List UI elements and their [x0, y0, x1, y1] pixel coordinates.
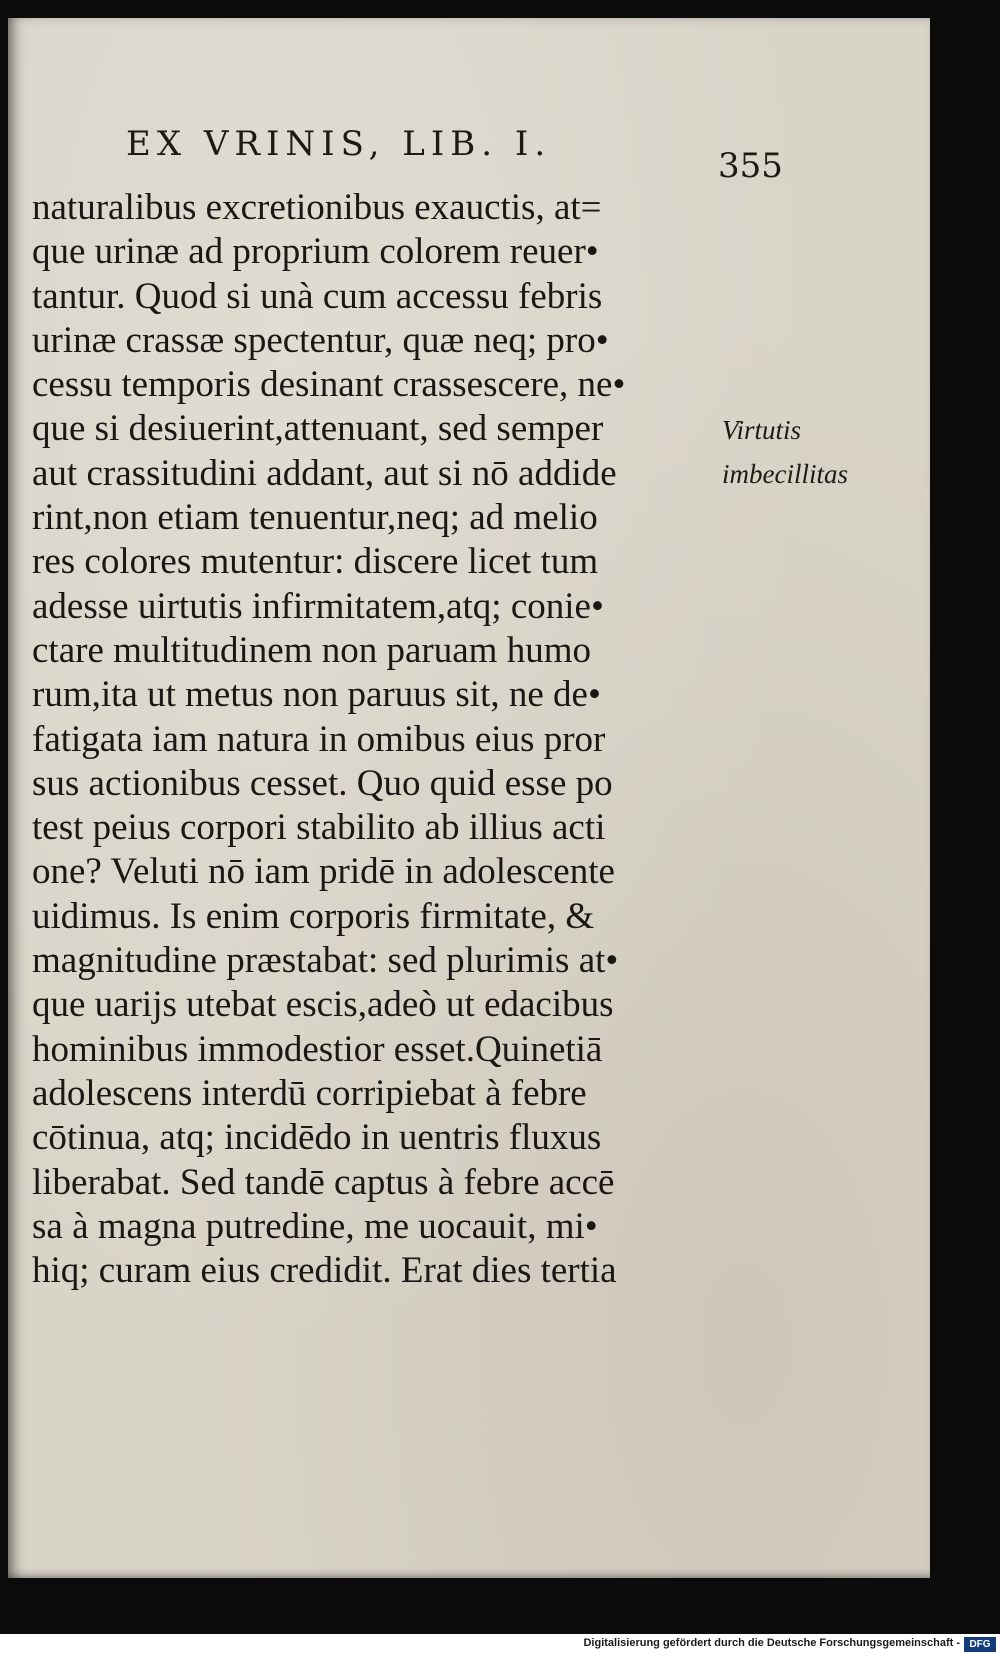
dfg-logo-icon: DFG — [964, 1637, 996, 1652]
text-line: que urinæ ad proprium colorem reuer• — [32, 231, 599, 273]
credit-text: Digitalisierung gefördert durch die Deutsche Forschungsgemeinschaft - — [583, 1637, 960, 1649]
text-line: adesse uirtutis infirmitatem,atq; conie• — [32, 585, 604, 627]
text-line: hiq; curam eius credidit. Erat dies tertia — [32, 1250, 617, 1292]
running-head: EX VRINIS, LIB. I. — [126, 124, 552, 164]
text-line: sus actionibus cesset. Quo quid esse po — [32, 762, 613, 804]
text-line: adolescens interdū corripiebat à febre — [32, 1072, 587, 1114]
text-line: urinæ crassæ spectentur, quæ neq; pro• — [32, 319, 609, 361]
text-line: aut crassitudini addant, aut si nō addide — [32, 452, 617, 494]
marginal-note-line: Virtutis — [722, 415, 802, 445]
text-line: uidimus. Is enim corporis firmitate, & — [32, 895, 595, 937]
digitization-credit-bar — [0, 1634, 1000, 1656]
text-line: rum,ita ut metus non paruus sit, ne de• — [32, 674, 601, 716]
text-line: liberabat. Sed tandē captus à febre accē — [32, 1161, 615, 1203]
text-line: naturalibus excretionibus exauctis, at= — [32, 187, 602, 228]
text-line: res colores mutentur: discere licet tum — [32, 541, 599, 583]
marginal-note — [722, 408, 848, 496]
page-number: 355 — [718, 146, 783, 186]
text-line: tantur. Quod si unà cum accessu febris — [32, 275, 603, 317]
text-line: que si desiuerint,attenuant, sed semper — [32, 408, 604, 450]
text-line: one? Veluti nō iam pridē in adolescente — [32, 851, 615, 893]
text-line: cessu temporis desinant crassescere, ne• — [32, 364, 626, 406]
text-line: que uarijs utebat escis,adeò ut edacibus — [32, 984, 614, 1026]
text-line: hominibus immodestior esset.Quinetiā — [32, 1028, 603, 1070]
body-text — [32, 186, 702, 1293]
text-line: magnitudine præstabat: sed plurimis at• — [32, 940, 619, 982]
text-line: rint,non etiam tenuentur,neq; ad melio — [32, 497, 598, 539]
book-page — [8, 18, 930, 1578]
text-line: ctare multitudinem non paruam humo — [32, 629, 591, 671]
text-line: test peius corpori stabilito ab illius acti — [32, 807, 606, 849]
text-line: cōtinua, atq; incidēdo in uentris fluxus — [32, 1117, 602, 1159]
marginal-note-line: imbecillitas — [722, 459, 848, 489]
text-line: sa à magna putredine, me uocauit, mi• — [32, 1205, 598, 1247]
text-line: fatigata iam natura in omibus eius pror — [32, 718, 606, 760]
